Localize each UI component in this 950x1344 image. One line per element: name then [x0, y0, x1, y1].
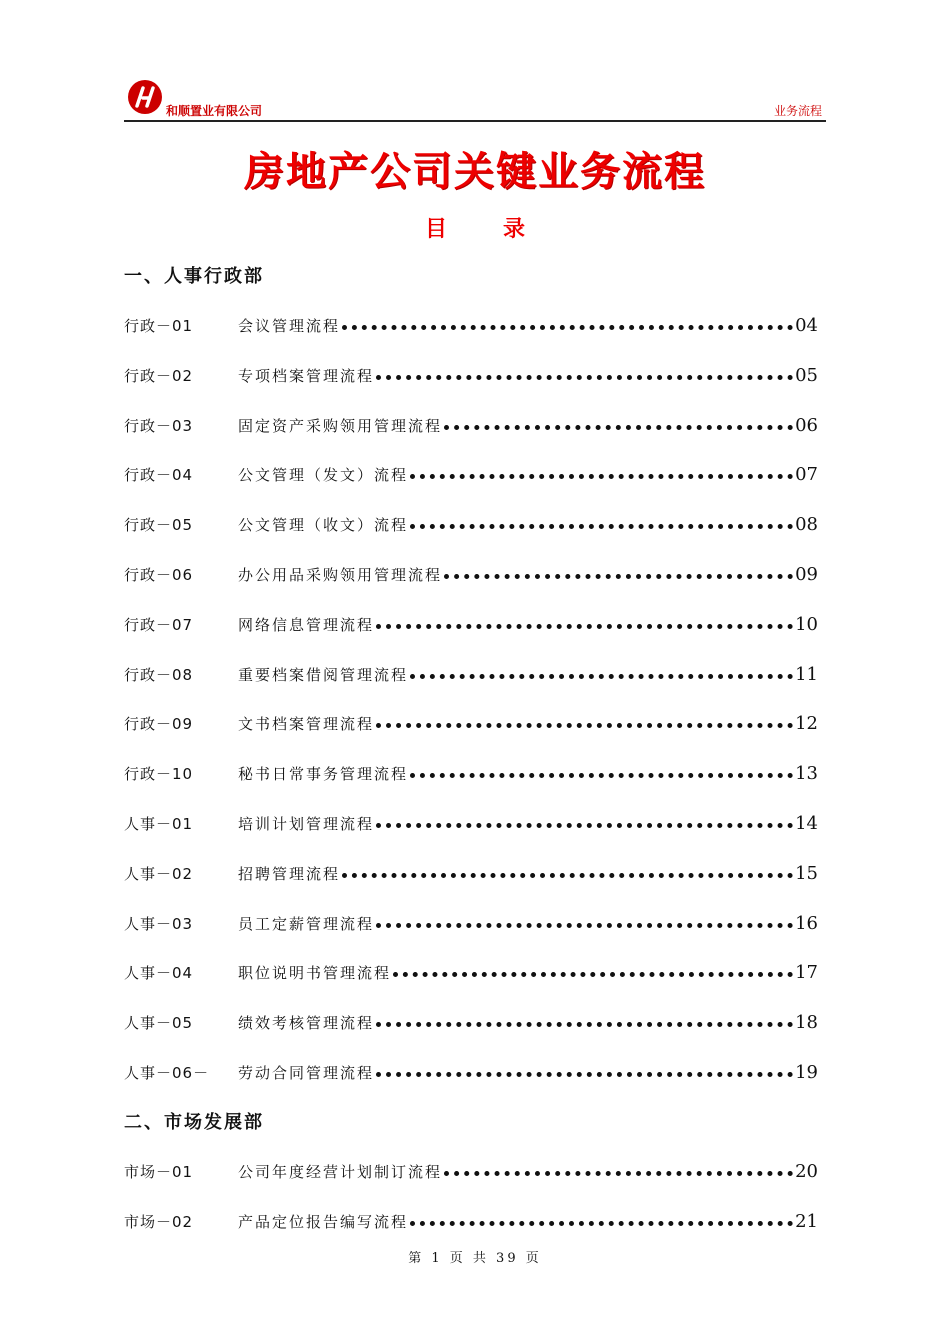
- toc-entry-page: 19: [795, 1062, 818, 1083]
- toc-heading: 目录: [424, 217, 581, 242]
- toc-entry-title: 公司年度经营计划制订流程: [238, 1163, 443, 1181]
- toc-entry[interactable]: [124, 461, 818, 485]
- toc-entry-code: 人事－04: [124, 964, 194, 982]
- company-name: 和顺置业有限公司: [166, 104, 263, 118]
- toc-entry[interactable]: [124, 910, 818, 934]
- toc-dot-leader: [342, 325, 793, 330]
- toc-entry-code: 市场－01: [124, 1163, 194, 1181]
- toc-dot-leader: [410, 674, 793, 679]
- toc-entry-title: 重要档案借阅管理流程: [238, 666, 409, 684]
- toc-entry[interactable]: [124, 412, 818, 436]
- toc-entry[interactable]: [124, 312, 818, 336]
- toc-entry-title: 网络信息管理流程: [238, 616, 375, 634]
- toc-entry-page: 21: [795, 1211, 818, 1232]
- toc-entry-code: 行政－09: [124, 715, 194, 733]
- toc-entry-code: 市场－02: [124, 1213, 194, 1231]
- toc-entry-code: 人事－03: [124, 915, 194, 933]
- toc-dot-leader: [410, 1221, 793, 1226]
- toc-dot-leader: [376, 624, 793, 629]
- toc-entry-title: 招聘管理流程: [238, 865, 341, 883]
- toc-entry[interactable]: [124, 1208, 818, 1232]
- toc-entry-code: 人事－05: [124, 1014, 194, 1032]
- toc-entry-title: 员工定薪管理流程: [238, 915, 375, 933]
- page-footer: 第 1 页 共 39 页: [408, 1251, 542, 1266]
- toc-entry-page: 05: [795, 365, 818, 386]
- toc-entry-page: 09: [795, 564, 818, 585]
- toc-entry[interactable]: [124, 1009, 818, 1033]
- toc-entry-page: 12: [795, 713, 818, 734]
- toc-entry-title: 专项档案管理流程: [238, 367, 375, 385]
- toc-entry-code: 人事－01: [124, 815, 194, 833]
- toc-entry-page: 08: [795, 514, 818, 535]
- toc-entry[interactable]: [124, 1059, 818, 1083]
- toc-entry[interactable]: [124, 362, 818, 386]
- toc-entry-page: 11: [795, 664, 818, 685]
- toc-dot-leader: [393, 972, 793, 977]
- toc-dot-leader: [376, 923, 793, 928]
- toc-entry-page: 17: [795, 962, 818, 983]
- toc-entry-title: 劳动合同管理流程: [238, 1064, 375, 1082]
- toc-entry-code: 行政－05: [124, 516, 194, 534]
- toc-entry[interactable]: [124, 1158, 818, 1182]
- toc-dot-leader: [376, 1072, 793, 1077]
- toc-entry-code: 人事－02: [124, 865, 194, 883]
- toc-entry-code: 行政－01: [124, 317, 194, 335]
- toc-entry-title: 培训计划管理流程: [238, 815, 375, 833]
- toc-entry-code: 人事－06－: [124, 1064, 210, 1082]
- toc-entry-code: 行政－07: [124, 616, 194, 634]
- toc-dot-leader: [376, 723, 793, 728]
- toc-dot-leader: [410, 524, 793, 529]
- toc-dot-leader: [376, 823, 793, 828]
- header-label: 业务流程: [773, 104, 822, 118]
- toc-entry-page: 14: [795, 813, 818, 834]
- toc-entry-title: 固定资产采购领用管理流程: [238, 417, 443, 435]
- toc-entry-page: 18: [795, 1012, 818, 1033]
- toc-dot-leader: [444, 1171, 793, 1176]
- toc-entry-code: 行政－08: [124, 666, 194, 684]
- toc-entry-title: 公文管理（收文）流程: [238, 516, 409, 534]
- company-logo-icon: [126, 78, 164, 116]
- toc-entry-title: 文书档案管理流程: [238, 715, 375, 733]
- toc-entry[interactable]: [124, 760, 818, 784]
- toc-dot-leader: [342, 873, 793, 878]
- toc-entry-page: 07: [795, 464, 818, 485]
- toc-entry-page: 15: [795, 863, 818, 884]
- toc-entry-page: 20: [795, 1161, 818, 1182]
- toc-dot-leader: [444, 574, 793, 579]
- toc-dot-leader: [410, 773, 793, 778]
- toc-entry[interactable]: [124, 860, 818, 884]
- toc-entry-title: 秘书日常事务管理流程: [238, 765, 409, 783]
- toc-entry[interactable]: [124, 511, 818, 535]
- toc-entry[interactable]: [124, 661, 818, 685]
- page-title: 房地产公司关键业务流程: [244, 149, 706, 195]
- toc-entry-title: 公文管理（发文）流程: [238, 466, 409, 484]
- toc-entry-page: 04: [795, 315, 818, 336]
- toc-entry-code: 行政－02: [124, 367, 194, 385]
- toc-dot-leader: [410, 474, 793, 479]
- toc-entry-page: 13: [795, 763, 818, 784]
- toc-entry[interactable]: [124, 710, 818, 734]
- toc-entry-title: 办公用品采购领用管理流程: [238, 566, 443, 584]
- toc-entry-page: 06: [795, 415, 818, 436]
- toc-entry-page: 10: [795, 614, 818, 635]
- toc-entry-code: 行政－10: [124, 765, 194, 783]
- toc-dot-leader: [376, 375, 793, 380]
- toc-entry-code: 行政－04: [124, 466, 194, 484]
- toc-entry-title: 会议管理流程: [238, 317, 341, 335]
- section-title: 一、人事行政部: [124, 266, 264, 287]
- toc-entry-title: 绩效考核管理流程: [238, 1014, 375, 1032]
- toc-entry[interactable]: [124, 611, 818, 635]
- toc-entry-title: 产品定位报告编写流程: [238, 1213, 409, 1231]
- toc-entry-page: 16: [795, 913, 818, 934]
- toc-entry-code: 行政－03: [124, 417, 194, 435]
- page-header: [124, 76, 826, 122]
- toc-entry-title: 职位说明书管理流程: [238, 964, 392, 982]
- toc-entry-code: 行政－06: [124, 566, 194, 584]
- toc-entry[interactable]: [124, 810, 818, 834]
- toc-dot-leader: [376, 1022, 793, 1027]
- toc-dot-leader: [444, 425, 793, 430]
- section-title: 二、市场发展部: [124, 1112, 264, 1133]
- toc-entry[interactable]: [124, 959, 818, 983]
- toc-entry[interactable]: [124, 561, 818, 585]
